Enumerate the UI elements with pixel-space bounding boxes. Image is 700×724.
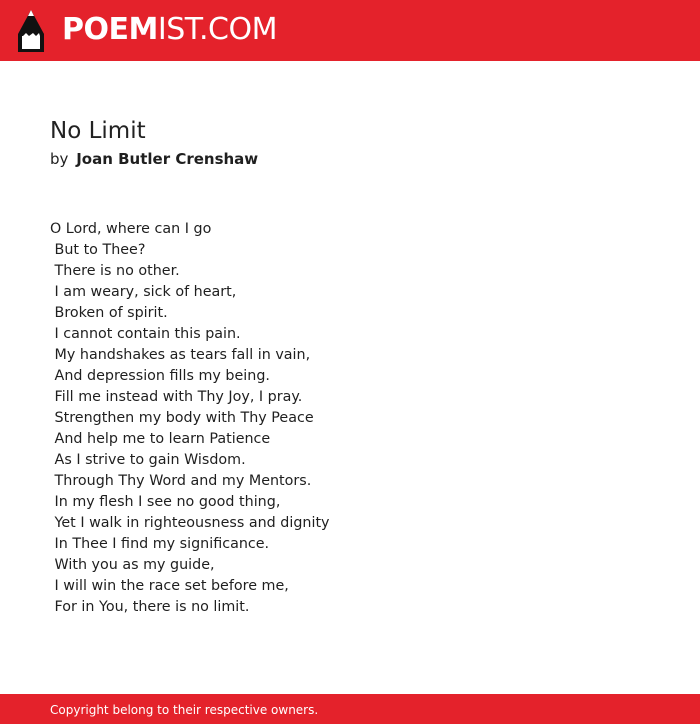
- poem-line: O Lord, where can I go: [50, 221, 212, 237]
- poem-byline: [50, 149, 258, 169]
- poem-line: Broken of spirit.: [50, 305, 168, 321]
- poem-line: I cannot contain this pain.: [50, 326, 241, 342]
- site-header: [0, 0, 700, 61]
- poem-author: Joan Butler Crenshaw: [76, 150, 259, 168]
- poem-line: Fill me instead with Thy Joy, I pray.: [50, 389, 303, 405]
- poem-line: And depression fills my being.: [50, 368, 270, 384]
- poem-line: There is no other.: [50, 263, 180, 279]
- poem-line: With you as my guide,: [50, 557, 215, 573]
- site-logo[interactable]: [62, 12, 277, 48]
- pencil-tip-icon[interactable]: [18, 10, 44, 52]
- poem-line: My handshakes as tears fall in vain,: [50, 347, 311, 363]
- poem-title: No Limit: [50, 118, 146, 144]
- poem-line: As I strive to gain Wisdom.: [50, 452, 246, 468]
- poem-line: Yet I walk in righteousness and dignity: [50, 515, 330, 531]
- poem-line: But to Thee?: [50, 242, 146, 258]
- poem-line: For in You, there is no limit.: [50, 599, 250, 615]
- poem-body: [50, 219, 330, 618]
- poem-line: Through Thy Word and my Mentors.: [50, 473, 312, 489]
- poem-line: Strengthen my body with Thy Peace: [50, 410, 314, 426]
- logo-bold-text: POEM: [62, 12, 158, 47]
- poem-line: I will win the race set before me,: [50, 578, 289, 594]
- poem-line: In Thee I find my significance.: [50, 536, 270, 552]
- poem-line: In my flesh I see no good thing,: [50, 494, 281, 510]
- poem-line: I am weary, sick of heart,: [50, 284, 237, 300]
- copyright-text: Copyright belong to their respective owners.: [50, 703, 319, 717]
- by-label: by: [50, 150, 69, 168]
- poem-line: And help me to learn Patience: [50, 431, 271, 447]
- logo-light-text: IST.COM: [157, 12, 277, 47]
- site-footer: [0, 694, 700, 724]
